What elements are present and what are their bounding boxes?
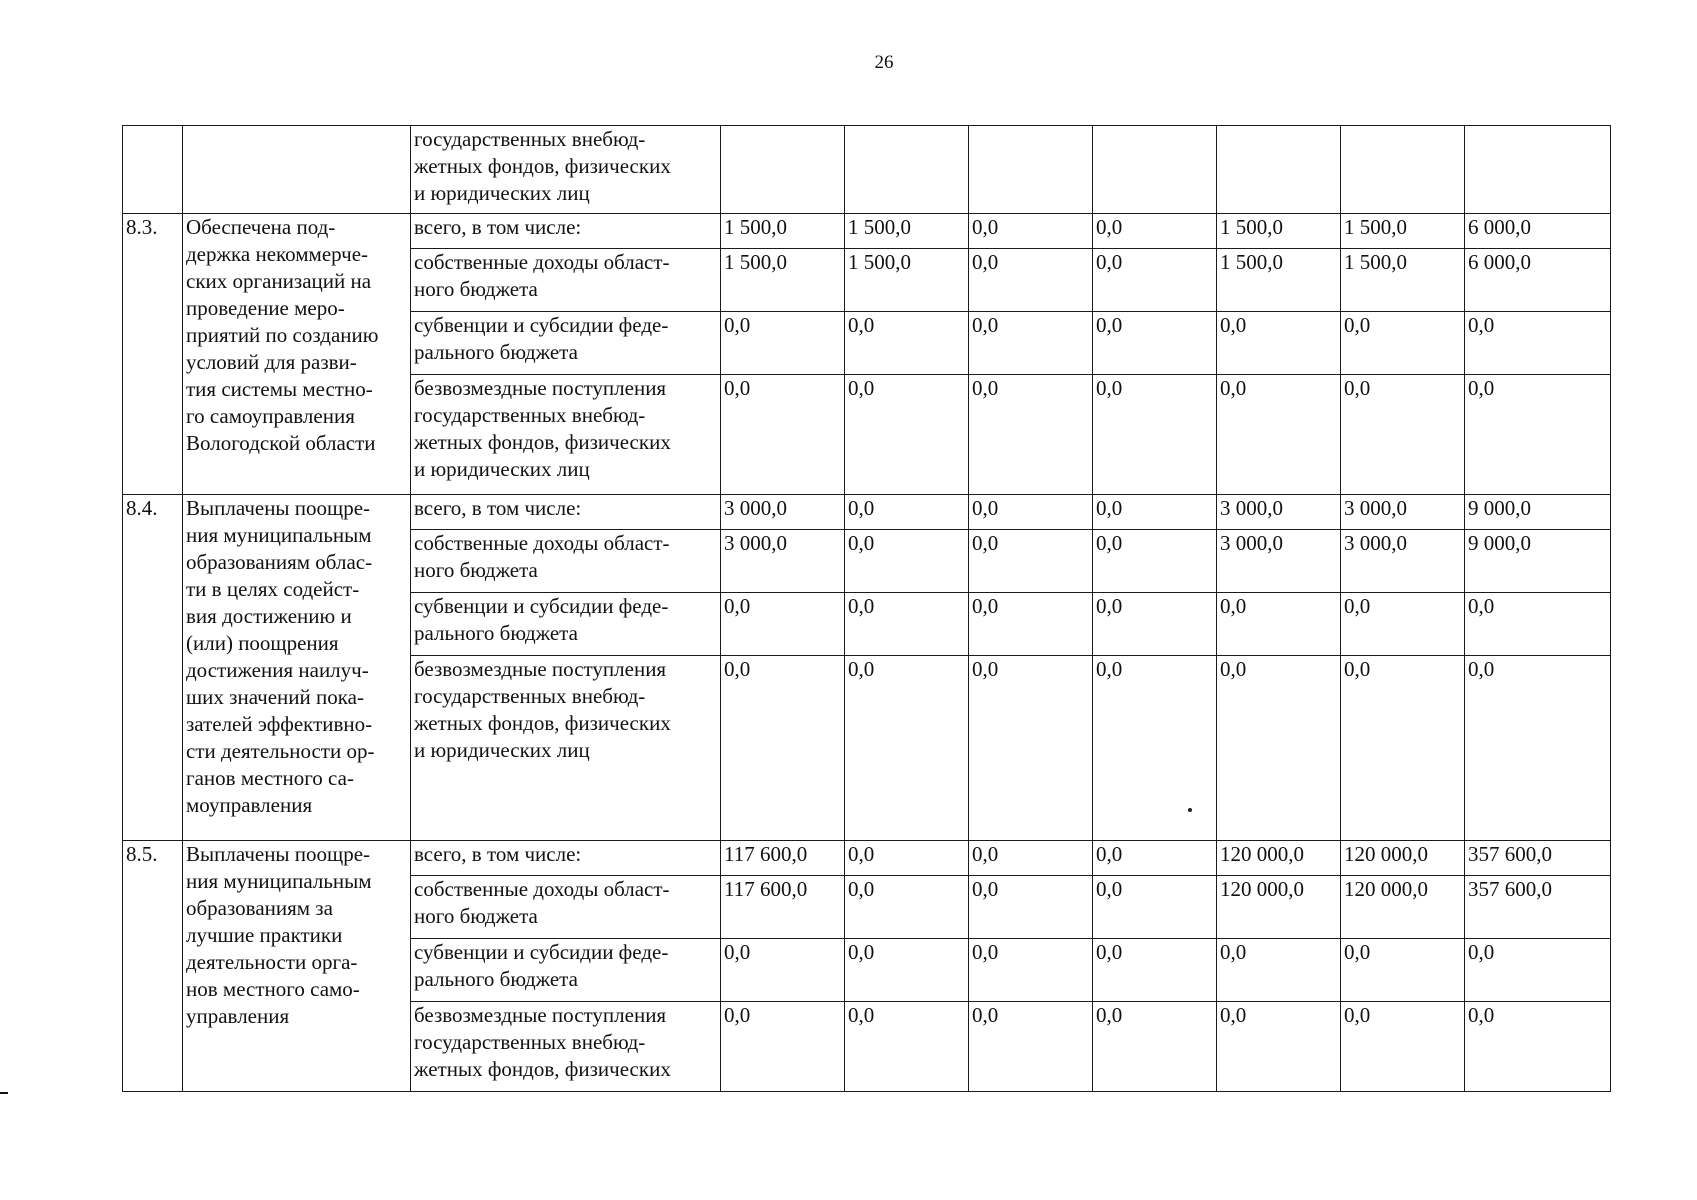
value-cell	[1341, 126, 1465, 214]
source-cell: государственных внебюд- жетных фондов, физических и юридических лиц	[411, 126, 721, 214]
source-cell: собственные доходы област- ного бюджета	[411, 530, 721, 593]
value-cell: 0,0	[721, 593, 845, 656]
source-cell: субвенции и субсидии феде- рального бюджета	[411, 593, 721, 656]
value-cell: 0,0	[845, 593, 969, 656]
value-cell: 0,0	[1465, 939, 1611, 1002]
value-cell: 0,0	[845, 375, 969, 495]
edge-mark	[0, 1092, 8, 1094]
value-cell: 0,0	[969, 375, 1093, 495]
page-number: 26	[874, 52, 894, 73]
value-cell: 0,0	[1093, 593, 1217, 656]
value-cell: 0,0	[845, 495, 969, 530]
value-cell: 117 600,0	[721, 841, 845, 876]
value-cell: 3 000,0	[721, 495, 845, 530]
value-cell: 120 000,0	[1217, 876, 1341, 939]
scan-dot	[1188, 808, 1192, 812]
value-cell: 0,0	[969, 312, 1093, 375]
value-cell: 0,0	[1093, 841, 1217, 876]
table-body	[123, 126, 1611, 1092]
value-cell: 0,0	[1093, 876, 1217, 939]
value-cell: 9 000,0	[1465, 530, 1611, 593]
value-cell: 0,0	[969, 495, 1093, 530]
value-cell: 3 000,0	[1217, 495, 1341, 530]
value-cell: 0,0	[721, 375, 845, 495]
value-cell: 0,0	[969, 841, 1093, 876]
description-cell	[183, 126, 411, 214]
value-cell: 0,0	[845, 312, 969, 375]
continuation-row	[123, 126, 1611, 214]
value-cell: 357 600,0	[1465, 876, 1611, 939]
value-cell: 3 000,0	[1341, 495, 1465, 530]
source-cell: безвозмездные поступления государственных внебюд- жетных фондов, физических и юридических лиц	[411, 375, 721, 495]
value-cell: 0,0	[1217, 593, 1341, 656]
value-cell: 0,0	[1093, 530, 1217, 593]
table-row	[123, 841, 1611, 876]
value-cell: 0,0	[845, 939, 969, 1002]
value-cell: 0,0	[1093, 375, 1217, 495]
value-cell: 0,0	[721, 656, 845, 841]
source-cell: безвозмездные поступления государственных внебюд- жетных фондов, физических и юридических лиц	[411, 656, 721, 841]
value-cell: 0,0	[969, 249, 1093, 312]
value-cell: 0,0	[721, 939, 845, 1002]
value-cell: 0,0	[1217, 939, 1341, 1002]
source-cell: безвозмездные поступления государственных внебюд- жетных фондов, физических	[411, 1002, 721, 1092]
row-number-cell: 8.3.	[123, 214, 183, 495]
value-cell: 1 500,0	[721, 214, 845, 249]
value-cell: 0,0	[1093, 656, 1217, 841]
value-cell: 1 500,0	[1341, 214, 1465, 249]
source-cell: всего, в том числе:	[411, 841, 721, 876]
value-cell: 0,0	[845, 841, 969, 876]
value-cell: 120 000,0	[1341, 876, 1465, 939]
value-cell: 1 500,0	[845, 214, 969, 249]
value-cell: 0,0	[1217, 375, 1341, 495]
source-cell: субвенции и субсидии феде- рального бюджета	[411, 312, 721, 375]
value-cell	[969, 126, 1093, 214]
value-cell: 0,0	[1093, 312, 1217, 375]
value-cell: 0,0	[1093, 249, 1217, 312]
value-cell: 0,0	[969, 593, 1093, 656]
value-cell: 0,0	[1217, 312, 1341, 375]
value-cell: 0,0	[721, 1002, 845, 1092]
source-cell: субвенции и субсидии феде- рального бюджета	[411, 939, 721, 1002]
value-cell: 0,0	[969, 876, 1093, 939]
value-cell: 9 000,0	[1465, 495, 1611, 530]
source-cell: всего, в том числе:	[411, 214, 721, 249]
value-cell: 0,0	[969, 1002, 1093, 1092]
description-cell: Обеспечена под- держка некоммерче- ских организаций на проведение меро- приятий по созданию условий для разви- тия системы местно- го самоуправления Вологодской области	[183, 214, 411, 495]
value-cell: 0,0	[1341, 375, 1465, 495]
value-cell: 0,0	[1093, 939, 1217, 1002]
table-row	[123, 495, 1611, 530]
value-cell: 0,0	[1341, 312, 1465, 375]
value-cell: 0,0	[969, 939, 1093, 1002]
value-cell: 1 500,0	[1217, 214, 1341, 249]
value-cell: 0,0	[845, 876, 969, 939]
value-cell: 1 500,0	[1217, 249, 1341, 312]
value-cell: 0,0	[1341, 593, 1465, 656]
source-cell: всего, в том числе:	[411, 495, 721, 530]
value-cell: 0,0	[1093, 214, 1217, 249]
description-cell: Выплачены поощре- ния муниципальным образованиям облас- ти в целях содейст- вия достижению и (или) поощрения достижения наилуч- ших значений пока- зателей эффективно- сти деятельности ор- ганов местного са- моуправления	[183, 495, 411, 841]
value-cell: 3 000,0	[1341, 530, 1465, 593]
value-cell: 6 000,0	[1465, 214, 1611, 249]
value-cell: 0,0	[1465, 312, 1611, 375]
value-cell: 0,0	[845, 530, 969, 593]
value-cell: 0,0	[1341, 1002, 1465, 1092]
value-cell: 0,0	[845, 1002, 969, 1092]
row-number-cell	[123, 126, 183, 214]
value-cell: 3 000,0	[721, 530, 845, 593]
value-cell: 0,0	[1465, 593, 1611, 656]
value-cell: 0,0	[1093, 495, 1217, 530]
value-cell: 0,0	[1465, 375, 1611, 495]
value-cell	[1093, 126, 1217, 214]
source-cell: собственные доходы област- ного бюджета	[411, 876, 721, 939]
value-cell: 0,0	[1093, 1002, 1217, 1092]
value-cell: 0,0	[1217, 656, 1341, 841]
value-cell: 0,0	[1341, 939, 1465, 1002]
value-cell: 0,0	[969, 214, 1093, 249]
value-cell: 0,0	[1465, 1002, 1611, 1092]
value-cell: 0,0	[845, 656, 969, 841]
value-cell: 0,0	[1465, 656, 1611, 841]
value-cell: 120 000,0	[1341, 841, 1465, 876]
row-number-cell: 8.4.	[123, 495, 183, 841]
value-cell: 0,0	[721, 312, 845, 375]
value-cell: 120 000,0	[1217, 841, 1341, 876]
table-row	[123, 214, 1611, 249]
value-cell: 0,0	[1341, 656, 1465, 841]
row-number-cell: 8.5.	[123, 841, 183, 1092]
description-cell: Выплачены поощре- ния муниципальным образованиям за лучшие практики деятельности орга- нов местного само- управления	[183, 841, 411, 1092]
value-cell: 0,0	[969, 530, 1093, 593]
value-cell	[845, 126, 969, 214]
value-cell: 6 000,0	[1465, 249, 1611, 312]
value-cell: 0,0	[1217, 1002, 1341, 1092]
source-cell: собственные доходы област- ного бюджета	[411, 249, 721, 312]
value-cell	[1465, 126, 1611, 214]
value-cell	[721, 126, 845, 214]
value-cell: 1 500,0	[845, 249, 969, 312]
value-cell	[1217, 126, 1341, 214]
value-cell: 117 600,0	[721, 876, 845, 939]
budget-table	[122, 125, 1611, 1092]
value-cell: 0,0	[969, 656, 1093, 841]
value-cell: 1 500,0	[721, 249, 845, 312]
value-cell: 3 000,0	[1217, 530, 1341, 593]
value-cell: 357 600,0	[1465, 841, 1611, 876]
value-cell: 1 500,0	[1341, 249, 1465, 312]
